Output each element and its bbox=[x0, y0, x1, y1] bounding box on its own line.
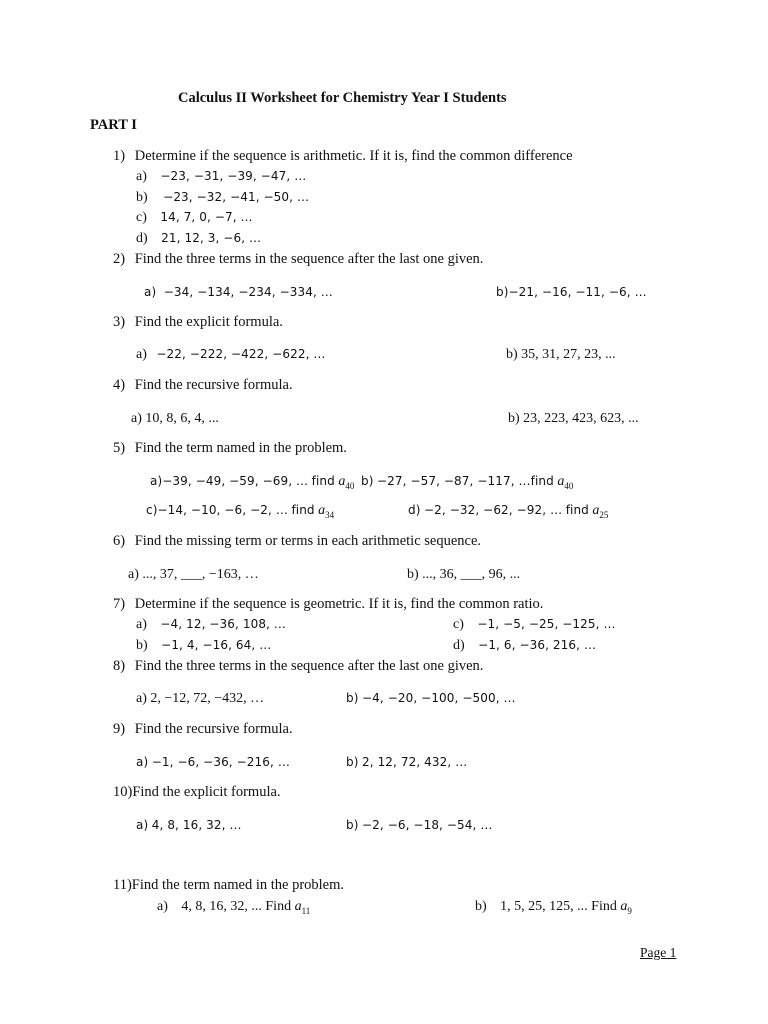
q1-item-a bbox=[136, 170, 306, 184]
sequence-value: 21, 12, 3, −6, … bbox=[161, 231, 262, 245]
item-label: b) bbox=[508, 411, 520, 426]
term-subscript: 40 bbox=[564, 480, 574, 491]
question-1 bbox=[113, 149, 573, 164]
item-label: a) bbox=[150, 474, 163, 488]
sequence-value: −2, −32, −62, −92, … bbox=[424, 503, 563, 517]
q9-item-a bbox=[136, 756, 290, 770]
item-label: b) bbox=[136, 638, 148, 653]
question-number: 5) bbox=[113, 440, 126, 456]
question-text: Determine if the sequence is arithmetic. If it is, find the common difference bbox=[134, 148, 573, 164]
item-label: d) bbox=[453, 638, 465, 653]
sequence-value: ..., 37, ___, −163, … bbox=[142, 567, 259, 582]
q2-item-a bbox=[144, 286, 333, 300]
sequence-value: 14, 7, 0, −7, … bbox=[160, 210, 253, 224]
q10-item-b bbox=[346, 819, 492, 833]
q9-item-b bbox=[346, 756, 467, 770]
question-text: Determine if the sequence is geometric. If it is, find the common ratio. bbox=[134, 596, 544, 612]
q11-item-a bbox=[157, 900, 310, 916]
q5-item-b bbox=[361, 475, 573, 491]
item-label: c) bbox=[146, 503, 158, 517]
term-variable: a bbox=[592, 503, 600, 518]
q5-item-c bbox=[146, 504, 334, 520]
item-label: b) bbox=[496, 285, 509, 299]
sequence-value: 1, 5, 25, 125, ... Find bbox=[500, 899, 617, 914]
question-number: 11) bbox=[113, 877, 132, 893]
find-label: find bbox=[565, 503, 589, 517]
term-subscript: 25 bbox=[599, 509, 609, 520]
q5-item-d bbox=[408, 504, 608, 520]
question-text: Find the three terms in the sequence after the last one given. bbox=[134, 251, 484, 267]
sequence-value: −1, −5, −25, −125, … bbox=[477, 617, 616, 631]
q1-item-b bbox=[136, 191, 309, 205]
q4-item-a bbox=[131, 412, 219, 426]
question-7 bbox=[113, 597, 543, 612]
item-label: b) bbox=[346, 691, 359, 705]
question-3 bbox=[113, 315, 283, 330]
question-10 bbox=[113, 785, 281, 800]
question-text: Find the recursive formula. bbox=[134, 721, 293, 737]
q2-item-b bbox=[496, 286, 647, 300]
sequence-value: −2, −6, −18, −54, … bbox=[362, 818, 493, 832]
q6-item-a bbox=[128, 568, 259, 582]
item-label: a) bbox=[131, 411, 142, 426]
q1-item-c bbox=[136, 211, 253, 225]
question-number: 8) bbox=[113, 658, 126, 674]
item-label: b) bbox=[136, 190, 148, 205]
sequence-value: 10, 8, 6, 4, ... bbox=[145, 411, 219, 426]
item-label: a) bbox=[136, 617, 147, 632]
sequence-value: −4, −20, −100, −500, … bbox=[362, 691, 516, 705]
question-2 bbox=[113, 252, 483, 267]
q3-item-b bbox=[506, 348, 616, 362]
item-label: b) bbox=[506, 347, 518, 362]
item-label: c) bbox=[453, 617, 464, 632]
question-number: 1) bbox=[113, 148, 126, 164]
sequence-value: −23, −32, −41, −50, … bbox=[163, 190, 310, 204]
item-label: b) bbox=[407, 567, 419, 582]
sequence-value: −22, −222, −422, −622, … bbox=[156, 347, 326, 361]
question-text: Find the explicit formula. bbox=[132, 784, 281, 800]
q5-item-a bbox=[150, 475, 354, 491]
q4-item-b bbox=[508, 412, 639, 426]
item-label: a) bbox=[157, 899, 168, 914]
q8-item-b bbox=[346, 692, 516, 706]
find-label: find bbox=[311, 474, 335, 488]
q10-item-a bbox=[136, 819, 242, 833]
question-11 bbox=[113, 878, 344, 893]
item-label: a) bbox=[136, 755, 149, 769]
q7-item-c bbox=[453, 618, 616, 632]
sequence-value: −27, −57, −87, −117, … bbox=[377, 474, 531, 488]
sequence-value: −14, −10, −6, −2, … bbox=[157, 503, 288, 517]
sequence-value: 23, 223, 423, 623, ... bbox=[523, 411, 639, 426]
sequence-value: −23, −31, −39, −47, … bbox=[160, 169, 307, 183]
q6-item-b bbox=[407, 568, 520, 582]
sequence-value: 35, 31, 27, 23, ... bbox=[521, 347, 616, 362]
question-number: 4) bbox=[113, 377, 126, 393]
sequence-value: −4, 12, −36, 108, … bbox=[160, 617, 286, 631]
item-label: b) bbox=[346, 755, 359, 769]
question-text: Find the term named in the problem. bbox=[131, 877, 345, 893]
sequence-value: 2, −12, 72, −432, … bbox=[150, 691, 265, 706]
find-label: find bbox=[291, 503, 315, 517]
question-8 bbox=[113, 659, 483, 674]
question-number: 10) bbox=[113, 784, 133, 800]
sequence-value: −21, −16, −11, −6, … bbox=[508, 285, 647, 299]
question-4 bbox=[113, 378, 293, 393]
item-label: a) bbox=[136, 818, 149, 832]
find-label: find bbox=[530, 474, 554, 488]
q7-item-a bbox=[136, 618, 286, 632]
term-variable: a bbox=[620, 899, 628, 914]
term-variable: a bbox=[294, 899, 302, 914]
sequence-value: −1, 4, −16, 64, … bbox=[161, 638, 272, 652]
sequence-value: ..., 36, ___, 96, ... bbox=[422, 567, 521, 582]
term-variable: a bbox=[338, 474, 346, 489]
item-label: d) bbox=[136, 231, 148, 246]
sequence-value: −1, 6, −36, 216, … bbox=[478, 638, 597, 652]
term-subscript: 40 bbox=[345, 480, 355, 491]
sequence-value: 2, 12, 72, 432, … bbox=[362, 755, 468, 769]
question-text: Find the recursive formula. bbox=[134, 377, 293, 393]
question-9 bbox=[113, 722, 293, 737]
term-variable: a bbox=[318, 503, 326, 518]
question-number: 2) bbox=[113, 251, 126, 267]
term-variable: a bbox=[557, 474, 565, 489]
page-number: Page 1 bbox=[640, 945, 677, 960]
sequence-value: −39, −49, −59, −69, … bbox=[162, 474, 309, 488]
term-subscript: 11 bbox=[301, 905, 311, 916]
item-label: c) bbox=[136, 210, 147, 225]
sequence-value: −1, −6, −36, −216, … bbox=[151, 755, 290, 769]
item-label: b) bbox=[475, 899, 487, 914]
term-subscript: 34 bbox=[325, 509, 335, 520]
worksheet-title: Calculus II Worksheet for Chemistry Year I Students bbox=[178, 90, 507, 106]
sequence-value: 4, 8, 16, 32, … bbox=[151, 818, 242, 832]
question-number: 6) bbox=[113, 533, 126, 549]
question-6 bbox=[113, 534, 481, 549]
item-label: b) bbox=[361, 474, 374, 488]
q1-item-d bbox=[136, 232, 261, 246]
item-label: d) bbox=[408, 503, 421, 517]
item-label: a) bbox=[136, 169, 147, 184]
question-number: 7) bbox=[113, 596, 126, 612]
question-text: Find the three terms in the sequence after the last one given. bbox=[134, 658, 484, 674]
question-text: Find the missing term or terms in each arithmetic sequence. bbox=[134, 533, 482, 549]
term-subscript: 9 bbox=[627, 905, 632, 916]
question-text: Find the term named in the problem. bbox=[134, 440, 347, 456]
item-label: a) bbox=[144, 285, 157, 299]
item-label: a) bbox=[128, 567, 139, 582]
part-heading: PART I bbox=[90, 117, 137, 133]
item-label: a) bbox=[136, 691, 147, 706]
item-label: b) bbox=[346, 818, 359, 832]
question-5 bbox=[113, 441, 347, 456]
sequence-value: −34, −134, −234, −334, … bbox=[163, 285, 333, 299]
question-text: Find the explicit formula. bbox=[134, 314, 283, 330]
question-number: 9) bbox=[113, 721, 126, 737]
question-number: 3) bbox=[113, 314, 126, 330]
q8-item-a bbox=[136, 692, 264, 706]
q7-item-d bbox=[453, 639, 596, 653]
item-label: a) bbox=[136, 347, 147, 362]
q3-item-a bbox=[136, 348, 326, 362]
sequence-value: 4, 8, 16, 32, ... Find bbox=[181, 899, 292, 914]
q7-item-b bbox=[136, 639, 271, 653]
q11-item-b bbox=[475, 900, 632, 916]
